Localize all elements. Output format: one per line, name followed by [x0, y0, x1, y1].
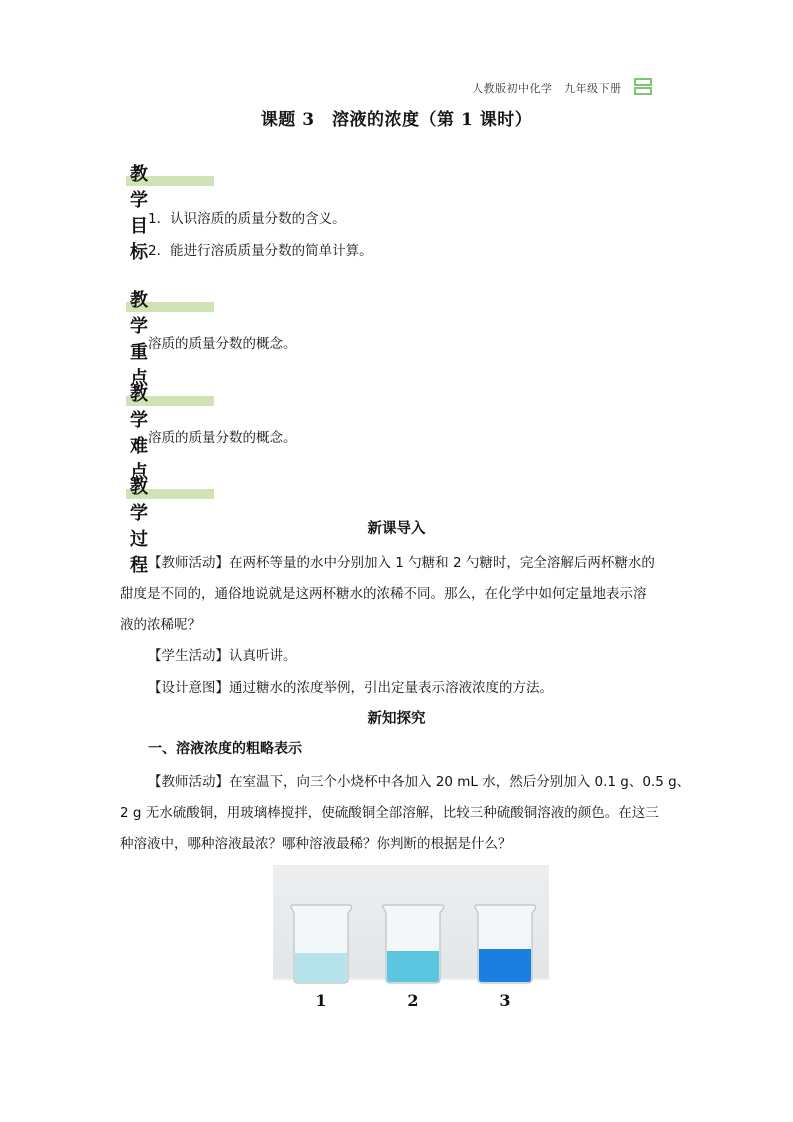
key-points-text: 溶质的质量分数的概念。 [148, 336, 297, 352]
beaker-3 [475, 905, 536, 983]
intro-line-2: 甜度是不同的，通俗地说就是这两杯糖水的浓稀不同。那么，在化学中如何定量地表示溶 [120, 586, 647, 602]
intro-heading: 新课导入 [367, 520, 426, 537]
beaker-2 [383, 905, 444, 983]
intro-line-5: 【设计意图】通过糖水的浓度举例，引出定量表示溶液浓度的方法。 [148, 680, 553, 696]
liquid-2 [387, 951, 439, 982]
difficulties-text: 溶质的质量分数的概念。 [148, 430, 297, 446]
publisher-logo-icon [632, 77, 654, 97]
beaker-1 [291, 905, 352, 983]
intro-line-4: 【学生活动】认真听讲。 [148, 648, 297, 664]
beaker-label-2: 2 [407, 991, 419, 1010]
explore-line-2: 2 g 无水硫酸铜，用玻璃棒搅拌，使硫酸铜全部溶解，比较三种硫酸铜溶液的颜色。在这三 [120, 805, 659, 821]
explore-line-1: 【教师活动】在室温下，向三个小烧杯中各加入 20 mL 水，然后分别加入 0.1 g、0.5 g、 [148, 774, 691, 790]
beaker-label-1: 1 [315, 991, 327, 1010]
intro-line-1: 【教师活动】在两杯等量的水中分别加入 1 勺糖和 2 勺糖时，完全溶解后两杯糖水的 [148, 555, 655, 571]
liquid-3 [479, 949, 531, 982]
intro-line-3: 液的浓稀呢？ [120, 617, 201, 633]
beaker-label-3: 3 [499, 991, 511, 1010]
explore-line-3: 种溶液中，哪种溶液最浓？哪种溶液最稀？你判断的根据是什么？ [120, 836, 512, 852]
explore-heading: 新知探究 [367, 710, 426, 727]
goal-item-2: 2．能进行溶质质量分数的简单计算。 [148, 243, 373, 259]
liquid-1 [295, 953, 347, 982]
goal-item-1: 1．认识溶质的质量分数的含义。 [148, 211, 346, 227]
explore-subheading: 一、溶液浓度的粗略表示 [148, 741, 302, 757]
series-header: 人教版初中化学 九年级下册 [472, 82, 622, 95]
beakers-photo [273, 865, 549, 1010]
page-title: 课题 3 溶液的浓度（第 1 课时） [260, 110, 533, 130]
